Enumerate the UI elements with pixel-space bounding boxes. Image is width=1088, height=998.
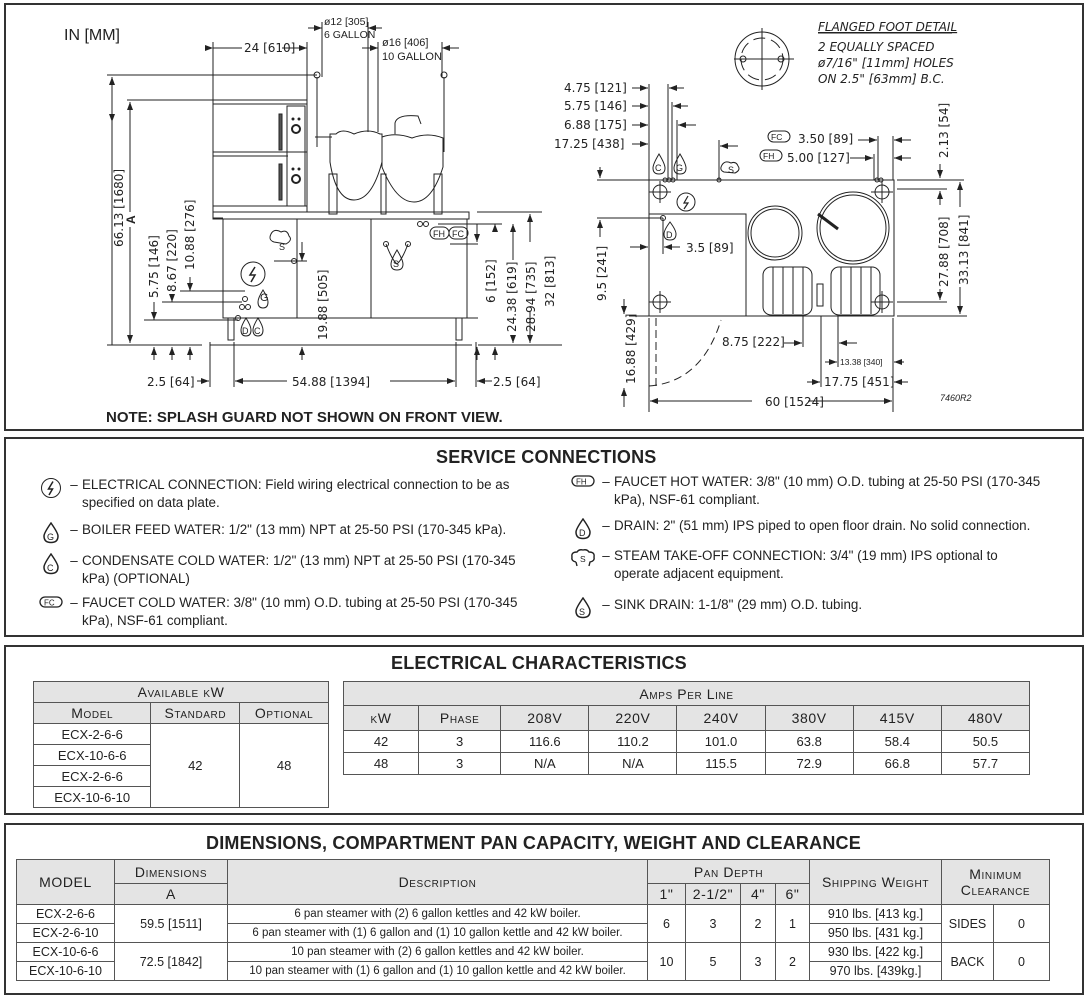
col-phase: Phase	[419, 706, 501, 731]
faucet-cold-water-icon	[36, 594, 66, 630]
svg-text:24 [610]: 24 [610]	[244, 41, 296, 55]
svg-text:S: S	[580, 554, 586, 564]
electrical-title: ELECTRICAL CHARACTERISTICS	[391, 653, 687, 673]
svg-text:6.88 [175]: 6.88 [175]	[564, 118, 627, 132]
svg-text:5.00 [127]: 5.00 [127]	[787, 151, 850, 165]
table-row: ECX-10-6-6 72.5 [1842] 10 pan steamer with (2) 6 gallon kettles and 42 kW boiler. 10 5 3 2 930 lbs. [422 kg.] BACK 0	[17, 943, 1050, 962]
splash-guard-note: NOTE: SPLASH GUARD NOT SHOWN ON FRONT VIEW.	[106, 409, 503, 426]
svg-text:24.38 [619]: 24.38 [619]	[505, 261, 519, 332]
col-dimensions: Dimensions	[115, 860, 228, 884]
model-cell: ECX-2-6-6	[34, 766, 151, 787]
svg-text:10.88 [276]: 10.88 [276]	[183, 199, 197, 270]
svg-text:17.75 [451]: 17.75 [451]	[824, 375, 895, 389]
dimensions-table	[16, 859, 1050, 981]
svg-text:9.5 [241]: 9.5 [241]	[595, 245, 609, 301]
service-connections-title: SERVICE CONNECTIONS	[436, 447, 657, 467]
electrical-characteristics-panel	[4, 645, 1084, 815]
steam-take-off-icon	[568, 547, 598, 583]
technical-drawing	[6, 5, 1082, 429]
amps-per-line-header: Amps Per Line	[344, 682, 1030, 706]
front-view	[106, 16, 562, 426]
svg-text:D: D	[242, 326, 249, 336]
svg-text:2.5 [64]: 2.5 [64]	[493, 375, 541, 389]
svg-text:6 GALLON: 6 GALLON	[324, 29, 376, 41]
col-240v: 240V	[677, 706, 765, 731]
svg-text:ø16 [406]: ø16 [406]	[382, 37, 429, 49]
table-row: ECX-2-6-6 59.5 [1511] 6 pan steamer with (2) 6 gallon kettles and 42 kW boiler. 6 3 2 1 910 lbs. [413 kg.] SIDES 0	[17, 905, 1050, 924]
flanged-foot-detail	[734, 20, 957, 90]
svg-text:S: S	[728, 165, 735, 175]
svg-text:3.50 [89]: 3.50 [89]	[798, 132, 854, 146]
model-cell: ECX-10-6-6	[34, 745, 151, 766]
svg-text:5.75 [146]: 5.75 [146]	[147, 235, 161, 298]
col-model: Model	[34, 703, 151, 724]
standard-kw-cell: 42	[151, 724, 240, 808]
svg-text:FH: FH	[763, 151, 775, 161]
drawing-number: 7460R2	[940, 393, 972, 403]
units-label: IN [MM]	[64, 27, 120, 44]
boiler-feed-water-icon	[36, 521, 66, 544]
svg-text:G: G	[47, 532, 55, 542]
available-kw-table	[33, 681, 329, 808]
svg-text:54.88 [1394]: 54.88 [1394]	[292, 375, 371, 389]
svg-text:2.5 [64]: 2.5 [64]	[147, 375, 195, 389]
col-480v: 480V	[941, 706, 1029, 731]
svg-text:G: G	[676, 163, 684, 173]
col-208v: 208V	[501, 706, 589, 731]
svg-text:3.5 [89]: 3.5 [89]	[686, 241, 734, 255]
drain-icon	[568, 517, 598, 540]
svg-text:FC: FC	[771, 132, 783, 142]
amps-row-48kw: 48 3 N/A N/A 115.5 72.9 66.8 57.7	[344, 753, 1030, 775]
col-shipping-weight: Shipping Weight	[810, 860, 942, 905]
svg-text:D: D	[579, 528, 586, 538]
service-item-boiler-feed-water: G – BOILER FEED WATER: 1/2" (13 mm) NPT at 25-50 PSI (170-345 kPa).	[36, 521, 556, 544]
svg-text:16.88 [429]: 16.88 [429]	[624, 313, 638, 384]
service-connections-panel	[4, 437, 1084, 637]
amps-row-42kw: 42 3 116.6 110.2 101.0 63.8 58.4 50.5	[344, 731, 1030, 753]
col-pan-4in: 4"	[741, 884, 776, 905]
svg-text:28.94 [735]: 28.94 [735]	[524, 261, 538, 332]
svg-text:D: D	[666, 230, 673, 240]
faucet-hot-water-icon	[568, 473, 598, 509]
service-item-faucet-cold-water: FC – FAUCET COLD WATER: 3/8" (10 mm) O.D. tubing at 25-50 PSI (170-345 kPa), NSF-61 compliant.	[36, 594, 526, 630]
table-row: ECX-10-6-10 10 pan steamer with (1) 6 gallon and (1) 10 gallon kettle and 42 kW boiler. 970 lbs. [439kg.]	[17, 962, 1050, 981]
svg-text:8.75 [222]: 8.75 [222]	[722, 335, 785, 349]
service-item-drain: D – DRAIN: 2" (51 mm) IPS piped to open floor drain. No solid connection.	[568, 517, 1068, 540]
col-380v: 380V	[765, 706, 853, 731]
service-item-faucet-hot-water: FH – FAUCET HOT WATER: 3/8" (10 mm) O.D. tubing at 25-50 PSI (170-345 kPa), NSF-61 compliant.	[568, 473, 1058, 509]
svg-text:13.38 [340]: 13.38 [340]	[840, 357, 883, 367]
top-view	[554, 81, 972, 412]
amps-per-line-table	[343, 681, 1030, 775]
svg-text:FC: FC	[44, 598, 55, 608]
service-item-condensate-cold-water: C – CONDENSATE COLD WATER: 1/2" (13 mm) NPT at 25-50 PSI (170-345 kPa) (OPTIONAL)	[36, 552, 526, 588]
svg-text:S: S	[579, 607, 586, 617]
col-description: Description	[228, 860, 648, 905]
col-pan-6in: 6"	[776, 884, 810, 905]
svg-text:ON 2.5" [63mm] B.C.: ON 2.5" [63mm] B.C.	[818, 72, 945, 86]
col-minimum-clearance: Minimum Clearance	[942, 860, 1050, 905]
model-cell: ECX-10-6-10	[34, 787, 151, 808]
svg-text:ø12 [305]: ø12 [305]	[324, 16, 369, 28]
col-pan-2-5in: 2-1/2"	[686, 884, 741, 905]
svg-text:32 [813]: 32 [813]	[543, 255, 557, 307]
dimensions-title: DIMENSIONS, COMPARTMENT PAN CAPACITY, WEIGHT AND CLEARANCE	[206, 833, 861, 853]
svg-text:C: C	[47, 563, 54, 573]
svg-text:33.13 [841]: 33.13 [841]	[957, 214, 971, 285]
svg-text:8.67 [220]: 8.67 [220]	[165, 229, 179, 292]
col-optional: Optional	[240, 703, 329, 724]
svg-text:A: A	[124, 215, 138, 224]
service-item-steam-take-off: S – STEAM TAKE-OFF CONNECTION: 3/4" (19 mm) IPS optional to operate adjacent equipment.	[568, 547, 1038, 583]
svg-text:C: C	[655, 163, 662, 173]
electrical-icon	[36, 476, 66, 512]
svg-text:4.75 [121]: 4.75 [121]	[564, 81, 627, 95]
svg-text:60 [1524]: 60 [1524]	[765, 395, 824, 409]
svg-text:G: G	[260, 292, 269, 304]
table-row: ECX-2-6-10 6 pan steamer with (1) 6 gallon and (1) 10 gallon kettle and 42 kW boiler. 950 lbs. [431 kg.]	[17, 924, 1050, 943]
condensate-cold-water-icon	[36, 552, 66, 588]
col-kw: kW	[344, 706, 419, 731]
svg-text:17.25 [438]: 17.25 [438]	[554, 137, 625, 151]
svg-text:C: C	[254, 326, 261, 336]
svg-text:2.13 [54]: 2.13 [54]	[937, 102, 951, 158]
svg-text:10 GALLON: 10 GALLON	[382, 51, 442, 63]
col-415v: 415V	[853, 706, 941, 731]
col-model: MODEL	[17, 860, 115, 905]
model-cell: ECX-2-6-6	[34, 724, 151, 745]
svg-text:S: S	[279, 242, 286, 252]
optional-kw-cell: 48	[240, 724, 329, 808]
svg-text:S: S	[393, 259, 400, 269]
svg-text:27.88 [708]: 27.88 [708]	[937, 216, 951, 287]
dimensions-panel	[4, 823, 1084, 995]
col-standard: Standard	[151, 703, 240, 724]
technical-drawing-panel	[4, 3, 1084, 431]
col-dim-a: A	[115, 884, 228, 905]
svg-text:66.13 [1680]: 66.13 [1680]	[112, 168, 126, 247]
svg-text:FC: FC	[452, 229, 464, 239]
svg-text:6 [152]: 6 [152]	[484, 259, 498, 303]
svg-text:5.75 [146]: 5.75 [146]	[564, 99, 627, 113]
col-220v: 220V	[589, 706, 677, 731]
svg-text:2 EQUALLY SPACED: 2 EQUALLY SPACED	[818, 40, 935, 54]
svg-text:19.88 [505]: 19.88 [505]	[316, 269, 330, 340]
service-item-sink-drain: S – SINK DRAIN: 1-1/8" (29 mm) O.D. tubing.	[568, 596, 1038, 619]
svg-text:ø7/16" [11mm] HOLES: ø7/16" [11mm] HOLES	[818, 56, 954, 70]
sink-drain-icon	[568, 596, 598, 619]
service-item-electrical: – ELECTRICAL CONNECTION: Field wiring electrical connection to be as specified on data plate.	[36, 476, 526, 512]
available-kw-header: Available kW	[34, 682, 329, 703]
svg-text:FH: FH	[433, 229, 445, 239]
col-pan-1in: 1"	[648, 884, 686, 905]
col-pan-depth: Pan Depth	[648, 860, 810, 884]
svg-text:FLANGED FOOT DETAIL: FLANGED FOOT DETAIL	[818, 20, 958, 34]
svg-text:FH: FH	[576, 477, 587, 487]
